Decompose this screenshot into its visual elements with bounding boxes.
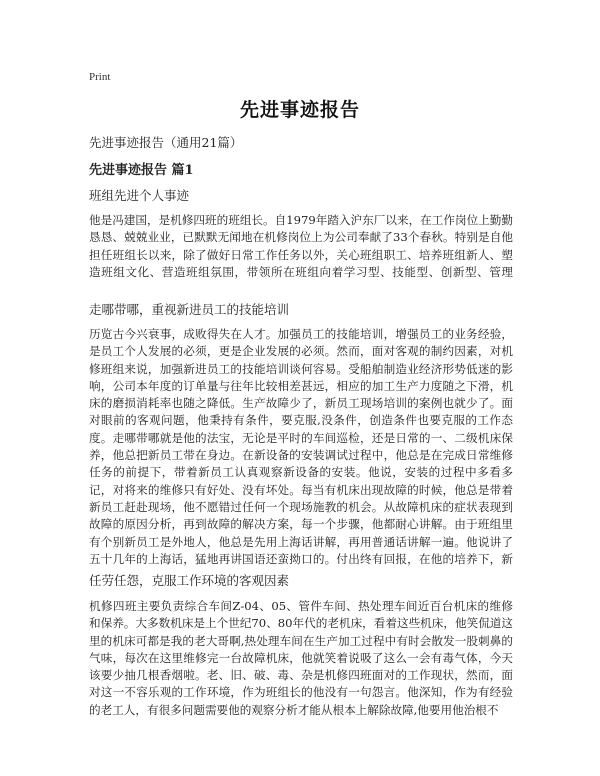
paragraph-environment: 机修四班主要负责综合车间Z-04、05、管件车间、热处理车间近百台机床的维修和保养。大多数机床是上个世纪70、80年代的老机床，看着这些机床，他笑侃道这里的机床可都是我的老大哥啊,热处理车间在生产加工过程中有时会散发一股刺鼻的气味，每次在这里维修完一台故障机床，他就笑着说吸了这么一会有毒气体，今天该要少抽几根香烟啦。老、旧、破、毒、杂是机修四班面对的工作现状，然而，面对这一不容乐观的工作环境，作为班组长的他没有一句怨言。他深知，作为有经验的老工人，有很多问题需要他的观察分析才能从根本上解除故障,他要用他治根不: [89, 599, 513, 717]
document-subtitle: 先进事迹报告（通用21篇）: [89, 135, 243, 150]
section-heading: 先进事迹报告 篇1: [89, 163, 194, 178]
paragraph-heading-3: 任劳任怨，克服工作环境的客观因素: [89, 573, 290, 588]
paragraph-intro: 他是冯建国，是机修四班的班组长。自1979年踏入沪东厂以来，在工作岗位上勤勤恳恳、兢兢业业，已默默无闻地在机修岗位上为公司奉献了33个春秋。特别是自他担任班组长以来，除了做好日常工作任务以外，关心班组职工、培养班组新人、塑造班组文化、营造班组氛围，带领所在班组向着学习型、技能型、创新型、管理: [89, 213, 513, 279]
document-title: 先进事迹报告: [239, 99, 360, 121]
paragraph-heading-1: 班组先进个人事迹: [89, 188, 190, 203]
paragraph-heading-2: 走哪带哪，重视新进员工的技能培训: [89, 302, 290, 317]
print-label[interactable]: Print: [89, 71, 111, 83]
paragraph-training: 历览古今兴衰事，成败得失在人才。加强员工的技能培训，增强员工的业务经验，是员工个人发展的必须，更是企业发展的必须。然而，面对客观的制约因素，对机修班组来说，加强新进员工的技能培训谈何容易。受船舶制造业经济形势低迷的影响，公司本年度的订单量与往年比较相差甚远，相应的加工生产力度随之下滑，机床的磨损消耗率也随之降低。生产故障少了，新员工现场培训的案例也就少了。面对眼前的客观问题，他秉持有条件，要克服,没条件，创造条件也要克服的工作态度。走哪带哪就是他的法宝，无论是平时的车间巡检，还是日常的一、二级机床保养，他总把新员工带在身边。在新设备的安装调试过程中，他总是在完成日常维修任务的前提下，带着新员工认真观察新设备的安装。他说，安装的过程中多看多记，对将来的维修只有好处、没有坏处。每当有机床出现故障的时候，他总是带着新员工赶赴现场，他不愿错过任何一个现场施教的机会。从故障机床的症状表现到故障的原因分析，再到故障的解决方案，每一个步骤，他都耐心讲解。由于班组里有个别新员工是外地人，他总是先用上海话讲解，再用普通话讲解一遍。他说讲了五十几年的上海话，猛地再讲国语还蛮拗口的。付出终有回报，在他的培养下，新: [89, 327, 513, 566]
